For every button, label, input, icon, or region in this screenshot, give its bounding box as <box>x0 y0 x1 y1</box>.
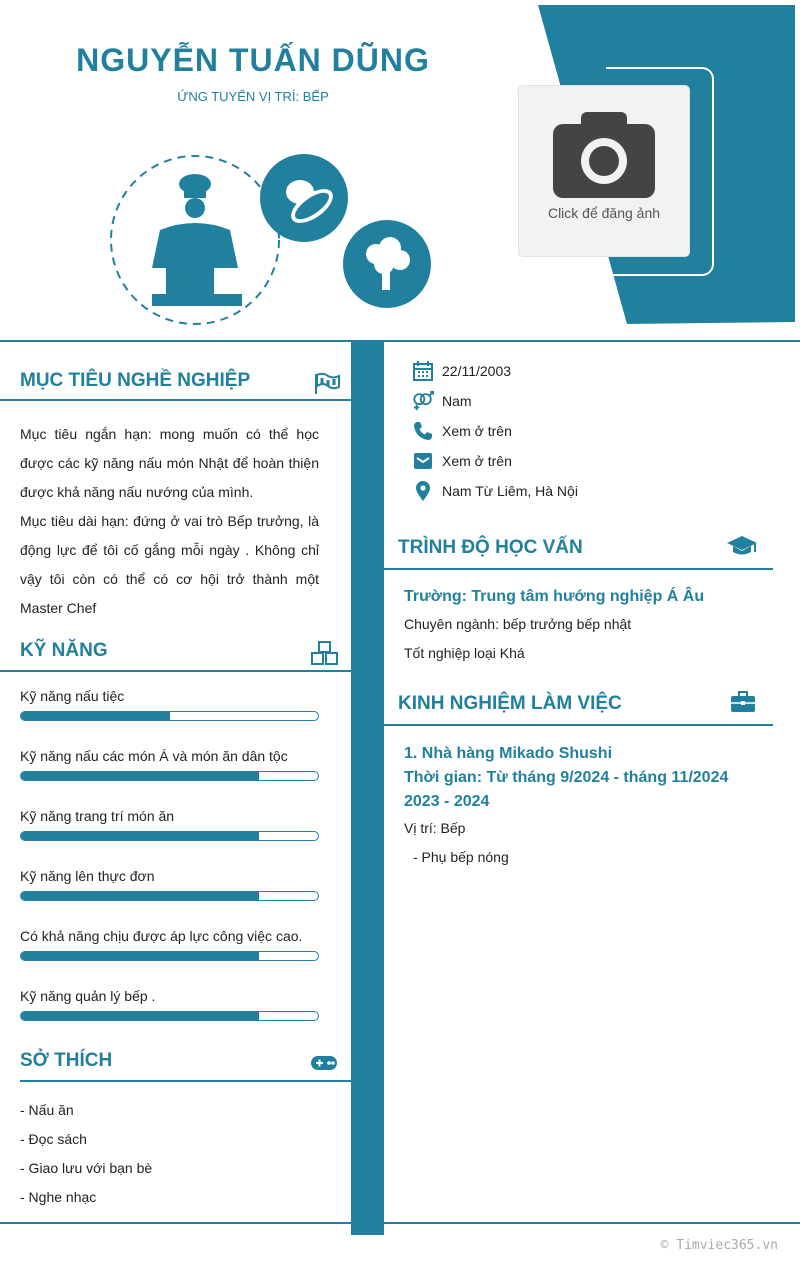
camera-icon <box>553 110 655 200</box>
skill-level-bar <box>20 951 319 961</box>
objective-short-term: Mục tiêu ngắn hạn: mong muốn có thể học được các kỹ năng nấu món Nhật để hoàn thiện được khả năng nấu nướng của mình. <box>20 426 319 500</box>
chef-illustration <box>100 150 440 330</box>
objective-long-term: Mục tiêu dài hạn: đứng ở vai trò Bếp trưởng, là động lực để tôi cố gắng mỗi ngày . Không chỉ vậy tôi còn có thể có cơ hội trở thành một Master Chef <box>20 513 319 616</box>
skill-name: Kỹ năng nấu các món Á và món ăn dân tộc <box>20 748 288 764</box>
objective-underline <box>0 399 351 401</box>
skill-level-fill <box>21 712 170 720</box>
flag-icon <box>314 373 340 395</box>
skills-title: KỸ NĂNG <box>20 640 108 661</box>
skill-name: Kỹ năng trang trí món ăn <box>20 808 175 824</box>
cubes-icon <box>310 640 340 666</box>
skill-name: Kỹ năng quản lý bếp . <box>20 988 156 1004</box>
birthdate-value: 22/11/2003 <box>442 363 512 379</box>
photo-upload-label[interactable]: Click để đăng ảnh <box>547 205 661 221</box>
skill-name: Có khả năng chịu được áp lực công việc cao. <box>20 928 303 944</box>
gender-row <box>412 389 472 413</box>
skill-level-fill <box>21 1012 259 1020</box>
skill-level-fill <box>21 772 259 780</box>
experience-task: - Phụ bếp nóng <box>413 849 509 865</box>
skill-level-fill <box>21 832 259 840</box>
briefcase-icon <box>730 691 756 713</box>
hobby-item: - Nấu ăn <box>20 1102 74 1118</box>
objective-text <box>20 420 319 623</box>
education-grade: Tốt nghiệp loại Khá <box>404 645 525 661</box>
hobby-item: - Giao lưu với bạn bè <box>20 1160 153 1176</box>
experience-period: Thời gian: Từ tháng 9/2024 - tháng 11/2024 <box>404 769 729 786</box>
hobbies-underline <box>20 1080 351 1082</box>
experience-role: Vị trí: Bếp <box>404 820 466 836</box>
education-school: Trường: Trung tâm hướng nghiệp Á Âu <box>404 588 705 605</box>
hobbies-title: SỞ THÍCH <box>20 1050 113 1071</box>
gender-value: Nam <box>442 393 472 409</box>
photo-upload[interactable] <box>519 86 689 256</box>
footer-watermark: © Timviec365.vn <box>660 1238 778 1253</box>
experience-title: KINH NGHIỆM LÀM VIỆC <box>398 693 622 714</box>
education-major: Chuyên ngành: bếp trưởng bếp nhật <box>404 616 632 632</box>
experience-company: 1. Nhà hàng Mikado Shushi <box>404 745 613 762</box>
skill-level-fill <box>21 952 259 960</box>
column-divider <box>351 340 384 1235</box>
gender-icon <box>412 390 434 412</box>
calendar-icon <box>412 360 434 382</box>
applied-position: ỨNG TUYỂN VỊ TRÍ: BẾP <box>177 89 329 104</box>
education-underline <box>384 568 773 570</box>
skill-level-bar <box>20 891 319 901</box>
skill-name: Kỹ năng lên thực đơn <box>20 868 155 884</box>
email-row <box>412 449 512 473</box>
phone-value: Xem ở trên <box>442 423 512 439</box>
bottom-divider <box>0 1222 800 1224</box>
skill-level-bar <box>20 1011 319 1021</box>
skills-underline <box>0 670 351 672</box>
gamepad-icon <box>310 1054 338 1072</box>
skill-level-bar <box>20 711 319 721</box>
hobby-item: - Nghe nhạc <box>20 1189 97 1205</box>
skill-level-bar <box>20 831 319 841</box>
phone-icon <box>412 420 434 442</box>
phone-row <box>412 419 512 443</box>
hobby-item: - Đọc sách <box>20 1131 87 1147</box>
skill-level-fill <box>21 892 259 900</box>
graduation-cap-icon <box>726 534 758 558</box>
experience-years: 2023 - 2024 <box>404 793 490 810</box>
birthdate-row <box>412 359 511 383</box>
skill-level-bar <box>20 771 319 781</box>
address-value: Nam Từ Liêm, Hà Nội <box>442 483 578 499</box>
objective-title: MỤC TIÊU NGHỀ NGHIỆP <box>20 370 251 391</box>
education-title: TRÌNH ĐỘ HỌC VẤN <box>398 537 583 558</box>
address-row <box>412 479 578 503</box>
header-divider <box>0 340 800 342</box>
skill-name: Kỹ năng nấu tiệc <box>20 688 125 704</box>
location-icon <box>412 480 434 502</box>
email-icon <box>412 450 434 472</box>
experience-underline <box>384 724 773 726</box>
candidate-name: NGUYỄN TUẤN DŨNG <box>76 42 430 78</box>
email-value: Xem ở trên <box>442 453 512 469</box>
